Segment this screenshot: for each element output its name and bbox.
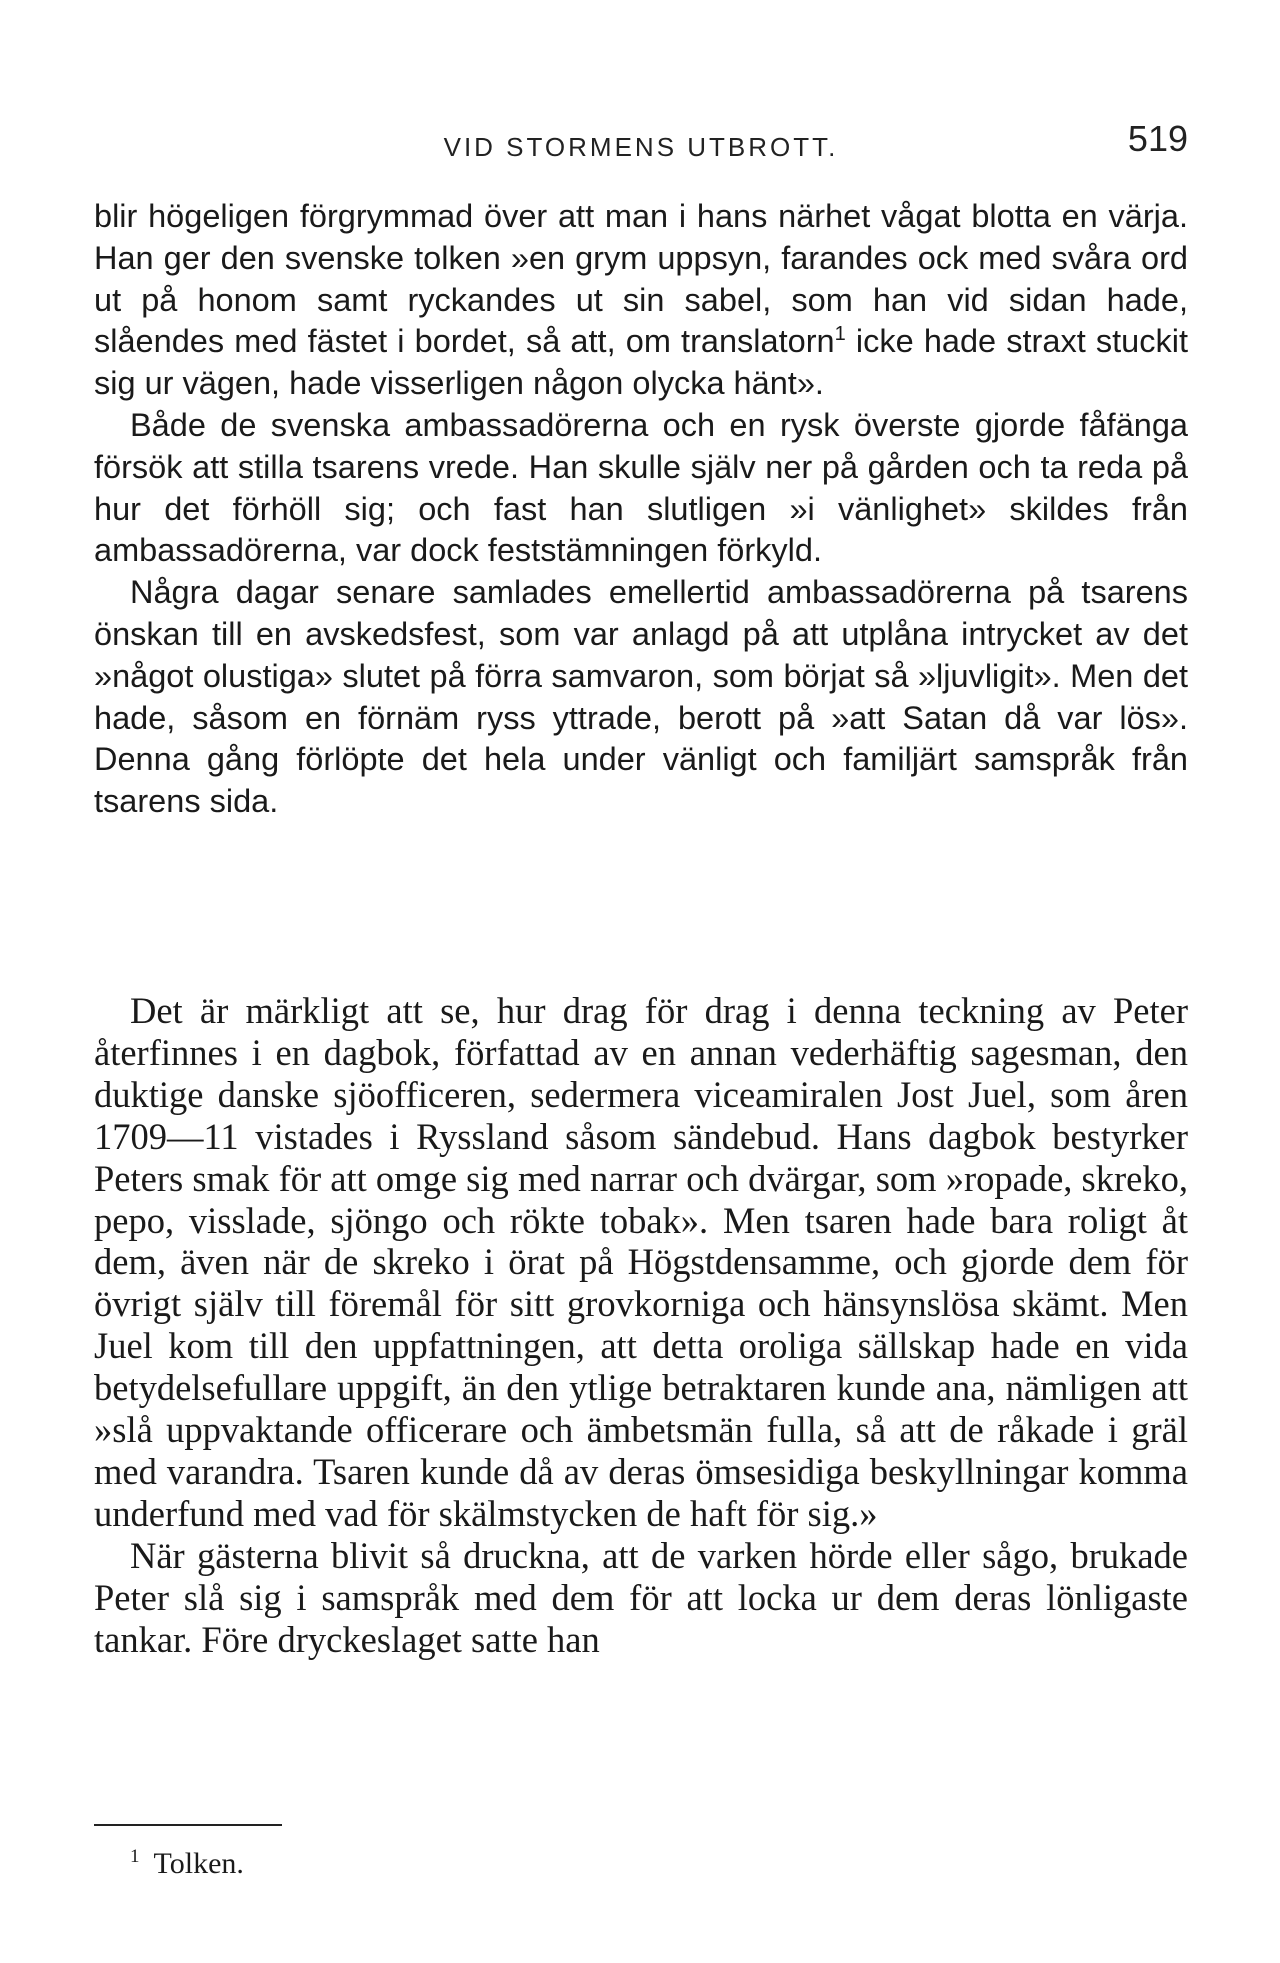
footnote-marker: 1 — [130, 1846, 140, 1867]
paragraph: När gästerna blivit så druckna, att de varken hörde eller sågo, brukade Peter slå sig i samspråk med dem för att locka ur dem deras lönligaste tankar. Före dryckeslaget satte han — [94, 1534, 1188, 1660]
body-section-one — [94, 196, 1188, 823]
body-section-two — [94, 990, 1188, 1661]
paragraph: Det är märkligt att se, hur drag för drag i denna teckning av Peter återfinnes i en dagbok, författad av en annan vederhäftig sagesman, den duktige danske sjöofficeren, sedermera viceamiralen Jost Juel, som åren 1709—11 vistades i Ryssland såsom sändebud. Hans dagbok bestyrker Peters smak för att omge sig med narrar och dvärgar, som »ropade, skreko, pepo, visslade, sjöngo och rökte tobak». Men tsaren hade bara roligt åt dem, även när de skreko i örat på Högstdensamme, och gjorde dem för övrigt själv till föremål för sitt grovkorniga och hänsynslösa skämt. Men Juel kom till den uppfattningen, att detta oroliga sällskap hade en vida betydelsefullare uppgift, än den ytlige betraktaren kunde ana, nämligen att »slå uppvaktande officerare och ämbetsmän fulla, så att de råkade i gräl med varandra. Tsaren kunde då av deras ömsesidiga beskyllningar komma underfund med vad för skälmstycken de haft för sig.» — [94, 990, 1188, 1534]
footnote-divider — [94, 1824, 282, 1826]
running-title: VID STORMENS UTBROTT. — [443, 132, 839, 162]
paragraph-continued — [94, 196, 1188, 405]
paragraph-text: blir högeligen förgrymmad över att man i hans närhet vågat blotta en värja. Han ger den svenske tolken »en grym uppsyn, farandes ock med svåra ord ut på honom samt ryckandes ut sin sabel, som han vid sidan hade, slåendes med fästet i bordet, så att, om translatorn — [94, 198, 1188, 360]
footnote — [94, 1846, 244, 1881]
page-number: 519 — [1127, 118, 1188, 159]
paragraph: Några dagar senare samlades emellertid ambassadörerna på tsarens önskan till en avskedsfest, som var anlagd på att utplåna intrycket av det »något olustiga» slutet på förra samvaron, som börjat så »ljuvligit». Men det hade, såsom en förnäm ryss yttrade, berott på »att Satan då var lös». Denna gång förlöpte det hela under vänligt och familjärt samspråk från tsarens sida. — [94, 574, 1188, 820]
running-head — [94, 118, 1188, 164]
paragraph-text: icke hade straxt stuckit sig ur vägen, hade visserligen någon olycka hänt». — [94, 323, 1188, 402]
footnote-text: Tolken. — [153, 1847, 244, 1880]
footnote-reference: 1 — [834, 323, 846, 346]
paragraph: Både de svenska ambassadörerna och en rysk överste gjorde fåfänga försök att stilla tsarens vrede. Han skulle själv ner på gården och ta reda på hur det förhöll sig; och fast han slutligen »i vänlighet» skildes från ambassadörerna, var dock feststämningen förkyld. — [94, 406, 1188, 569]
